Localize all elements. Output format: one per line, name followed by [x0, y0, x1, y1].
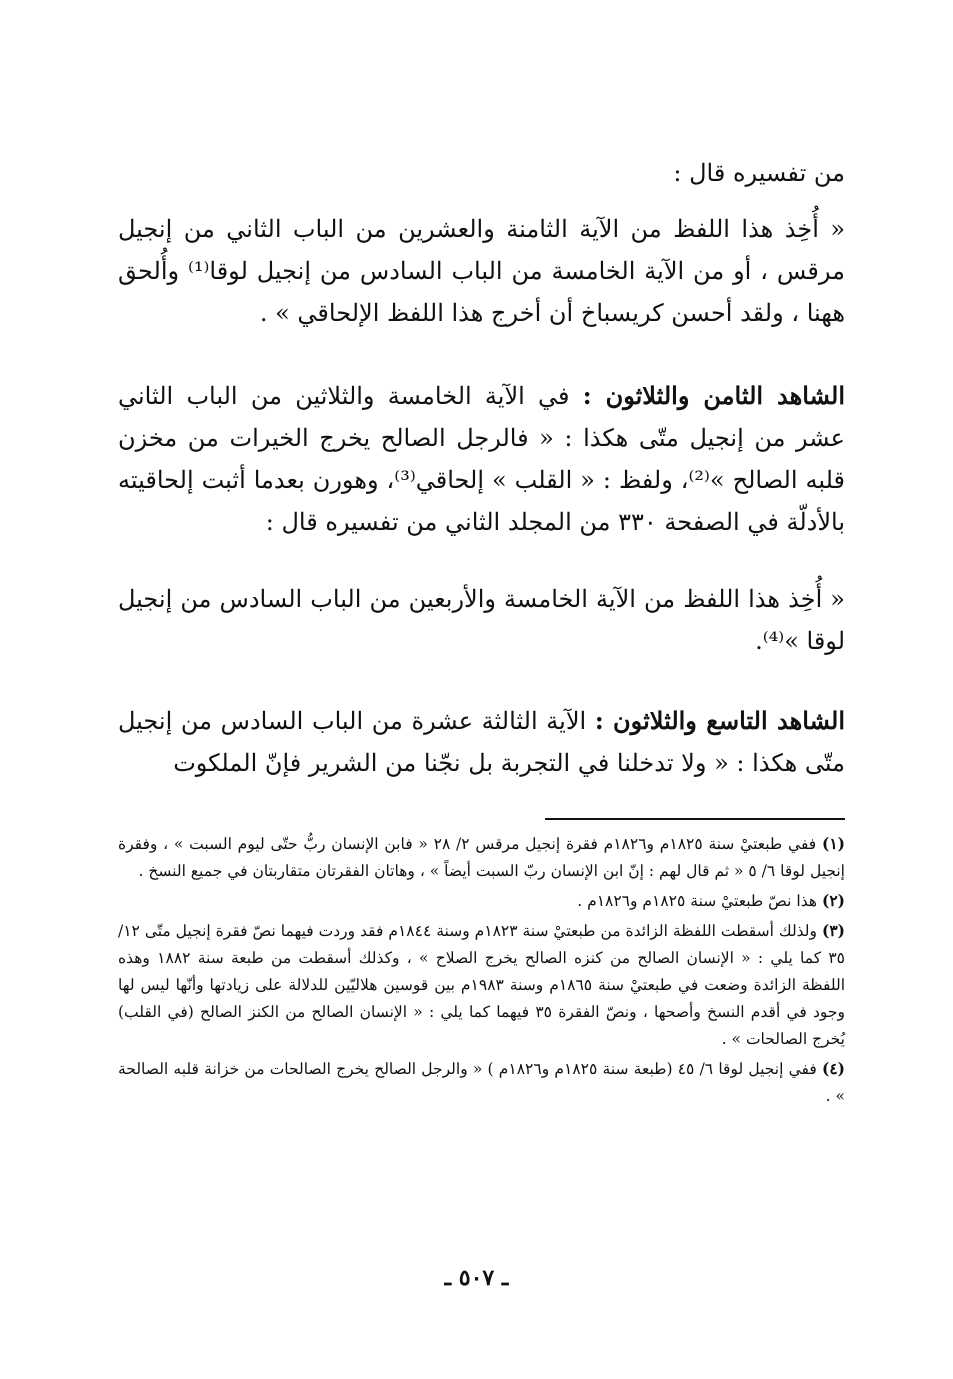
footnote-text: هذا نصّ طبعتيْ سنة ١٨٢٥م و١٨٢٦م . — [577, 892, 818, 910]
footnote-text: ولذلك أسقطت اللفظة الزائدة من طبعتيْ سنة ١٨٢٣م وسنة ١٨٤٤م فقد وردت فيهما نصّ فقرة إنجيل متّى ١٢/ ٣٥ كما يلي : « الإنسان الصالح من كنزه الصالح يخرج الصلاح » ، وكذلك أسقطت من طبعة سنة ١٨٨٢ وهذه اللفظة الزائدة وضعت في طبعتيْ سنة ١٨٦٥م وسنة ١٩٨٣م بين قوسين هلاليّين للدلالة على زيادتها وأنّها ليس لها وجود في أقدم النسخ وأصحها ، ونصّ الفقرة ٣٥ فيهما كما يلي : « الإنسان الصالح من الكنز الصالح (في القلب) يُخرج الصالحات » . — [118, 922, 845, 1048]
witness-heading: الشاهد التاسع والثلاثون : — [594, 706, 845, 735]
paragraph-text: « أُخِذ هذا اللفظ من الآية الثامنة والعشرين من الباب الثاني من إنجيل مرقس ، أو من الآية الخامسة من الباب السادس من إنجيل لوقا⁽¹⁾ وأُلحق ههنا ، ولقد أحسن كريسباخ أن أخرج هذا اللفظ الإلحاقي » . — [118, 215, 845, 327]
footnote-text: ففي إنجيل لوقا ٦/ ٤٥ (طبعة سنة ١٨٢٥م و١٨٢٦م ) « والرجل الصالح يخرج الصالحات من خزانة قلبه الصالحة » . — [118, 1060, 845, 1105]
footnote-number: (١) — [821, 834, 845, 853]
paragraph-text: « أُخِذ هذا اللفظ من الآية الخامسة والأربعين من الباب السادس من إنجيل لوقا »⁽⁴⁾. — [118, 585, 845, 655]
footnote — [118, 830, 845, 885]
witness-38-paragraph — [118, 375, 845, 543]
footnote — [118, 917, 845, 1053]
paragraph-text: في الآية الخامسة والثلاثين من الباب الثاني عشر من إنجيل متّى هكذا : « فالرجل الصالح يخرج الخيرات من مخزن قلبه الصالح »⁽²⁾، ولفظ : « القلب » إلحاقي⁽³⁾، وهورن بعدما أثبت إلحاقيته بالأدلّة في الصفحة ٣٣٠ من المجلد الثاني من تفسيره قال : — [118, 382, 845, 536]
footnotes — [118, 830, 845, 1112]
paragraph-text: الآية الثالثة عشرة من الباب السادس من إنجيل متّى هكذا : « ولا تدخلنا في التجربة بل نجّنا من الشرير فإنّ الملكوت — [118, 707, 845, 777]
footnote — [118, 887, 845, 915]
footnote-text: ففي طبعتيْ سنة ١٨٢٥م و١٨٢٦م فقرة إنجيل مرقس ٢/ ٢٨ « فابن الإنسان ربُّ حتّى ليوم السبت » ، وفقرة إنجيل لوقا ٦/ ٥ « ثم قال لهم : إنّ ابن الإنسان ربّ السبت أيضاً » ، وهاتان الفقرتان متقاربتان في جميع النسخ . — [118, 835, 845, 880]
paragraph-intro — [118, 152, 845, 194]
footnote-separator — [545, 818, 845, 820]
quote-paragraph-1 — [118, 208, 845, 334]
page-number: ـ ٥٠٧ ـ — [444, 1265, 509, 1291]
quote-paragraph-2 — [118, 578, 845, 662]
paragraph-text: من تفسيره قال : — [673, 159, 845, 187]
witness-heading: الشاهد الثامن والثلاثون : — [582, 381, 845, 410]
footnote — [118, 1055, 845, 1110]
witness-39-paragraph — [118, 700, 845, 784]
footnote-number: (٤) — [821, 1059, 845, 1078]
footnote-number: (٣) — [821, 921, 845, 940]
footnote-number: (٢) — [821, 891, 845, 910]
